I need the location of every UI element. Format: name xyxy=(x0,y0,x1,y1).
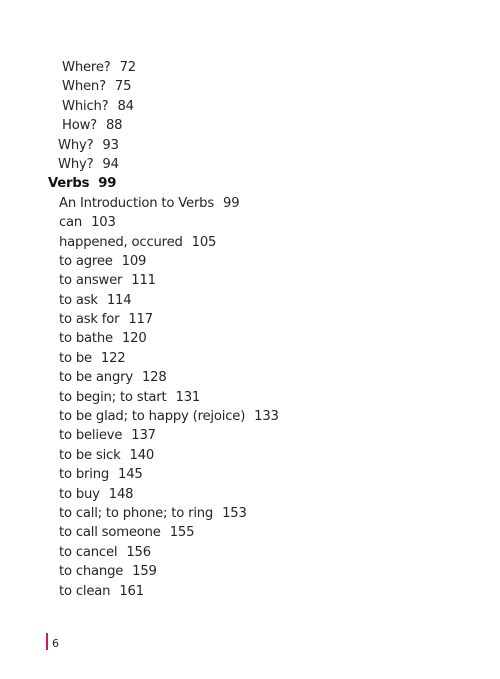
toc-entry-title: to be glad; to happy (rejoice) xyxy=(59,409,246,425)
toc-entry-page: 128 xyxy=(141,370,167,386)
toc-entry-title: An Introduction to Verbs xyxy=(59,195,215,211)
toc-entry-title: Where? xyxy=(62,60,111,75)
toc-entry xyxy=(0,582,500,601)
toc-entry-page: 99 xyxy=(223,195,240,211)
toc-entry-title: can xyxy=(59,215,83,231)
toc-entry-page: 155 xyxy=(169,525,195,541)
toc-entry-page: 131 xyxy=(175,389,201,405)
toc-entry xyxy=(0,368,500,387)
toc-entry-page: 93 xyxy=(102,137,119,153)
toc-entry-page: 145 xyxy=(118,467,143,483)
toc-entry-page: 72 xyxy=(119,60,136,75)
toc-entry xyxy=(0,504,500,523)
toc-entry-page: 133 xyxy=(254,409,279,425)
toc-entry-title: to cancel xyxy=(59,544,118,560)
toc-section-heading xyxy=(0,174,500,193)
toc-entry xyxy=(0,485,500,504)
toc-entry xyxy=(0,310,500,329)
toc-entry xyxy=(0,465,500,484)
toc-entry-page: 156 xyxy=(126,544,151,560)
toc-entry xyxy=(0,233,500,252)
toc-entry xyxy=(0,213,500,232)
toc-entry xyxy=(0,97,500,116)
toc-entry-page: 75 xyxy=(114,79,132,95)
toc-entry xyxy=(0,523,500,542)
toc-entry-title: to believe xyxy=(59,428,123,444)
toc-entry-title: to be sick xyxy=(59,447,121,463)
toc-entry-page: 105 xyxy=(191,234,217,250)
toc-entry-title: to be angry xyxy=(59,370,133,386)
toc-entry-title: When? xyxy=(62,79,106,95)
toc-entry-title: Which? xyxy=(62,98,109,114)
toc-entry-page: 99 xyxy=(98,176,117,192)
toc-entry xyxy=(0,291,500,310)
table-of-contents xyxy=(0,58,500,601)
toc-entry xyxy=(0,329,500,348)
toc-entry-page: 111 xyxy=(131,273,156,289)
page-footer xyxy=(46,630,59,650)
toc-entry xyxy=(0,388,500,407)
toc-entry-title: How? xyxy=(62,118,97,134)
toc-entry xyxy=(0,58,500,77)
toc-entry xyxy=(0,194,500,213)
toc-entry-page: 103 xyxy=(91,215,116,231)
toc-entry xyxy=(0,77,500,96)
toc-entry xyxy=(0,349,500,368)
toc-entry-page: 117 xyxy=(128,312,153,328)
toc-entry-page: 137 xyxy=(131,428,156,444)
toc-entry-title: to clean xyxy=(59,583,111,599)
toc-entry-page: 122 xyxy=(100,350,126,366)
toc-entry-page: 114 xyxy=(106,292,132,308)
toc-entry xyxy=(0,562,500,581)
toc-entry-title: Verbs xyxy=(48,176,90,192)
toc-entry-title: to call someone xyxy=(59,525,161,541)
toc-entry-title: to change xyxy=(59,564,124,580)
toc-entry-page: 140 xyxy=(129,447,155,463)
toc-entry-page: 148 xyxy=(108,486,134,502)
toc-entry-page: 88 xyxy=(105,118,123,134)
toc-entry xyxy=(0,116,500,135)
toc-entry-page: 84 xyxy=(117,98,134,114)
toc-entry-page: 161 xyxy=(119,583,144,599)
toc-entry-title: to call; to phone; to ring xyxy=(59,505,214,521)
toc-entry xyxy=(0,446,500,465)
toc-entry xyxy=(0,426,500,445)
toc-entry-page: 153 xyxy=(222,505,247,521)
toc-entry-title: to buy xyxy=(59,486,100,502)
toc-entry-title: to be xyxy=(59,350,92,366)
toc-entry-title: to bring xyxy=(59,467,110,483)
toc-entry-page: 109 xyxy=(121,253,147,269)
toc-entry-title: Why? xyxy=(58,137,94,153)
toc-entry-title: to ask for xyxy=(59,312,120,328)
toc-entry xyxy=(0,155,500,174)
toc-entry-page: 94 xyxy=(102,156,119,172)
toc-entry xyxy=(0,136,500,155)
toc-entry xyxy=(0,407,500,426)
toc-entry-title: to agree xyxy=(59,253,113,269)
page-number: 6 xyxy=(52,637,59,650)
toc-entry-page: 120 xyxy=(121,331,147,347)
toc-entry-page: 159 xyxy=(132,564,157,580)
toc-entry-title: to ask xyxy=(59,292,98,308)
toc-entry-title: Why? xyxy=(58,156,94,172)
toc-entry-title: to begin; to start xyxy=(59,389,167,405)
toc-entry xyxy=(0,543,500,562)
toc-entry xyxy=(0,271,500,290)
toc-entry-title: to answer xyxy=(59,273,123,289)
toc-entry xyxy=(0,252,500,271)
toc-entry-title: to bathe xyxy=(59,331,113,347)
toc-entry-title: happened, occured xyxy=(59,234,183,250)
footer-accent-bar xyxy=(46,633,48,650)
